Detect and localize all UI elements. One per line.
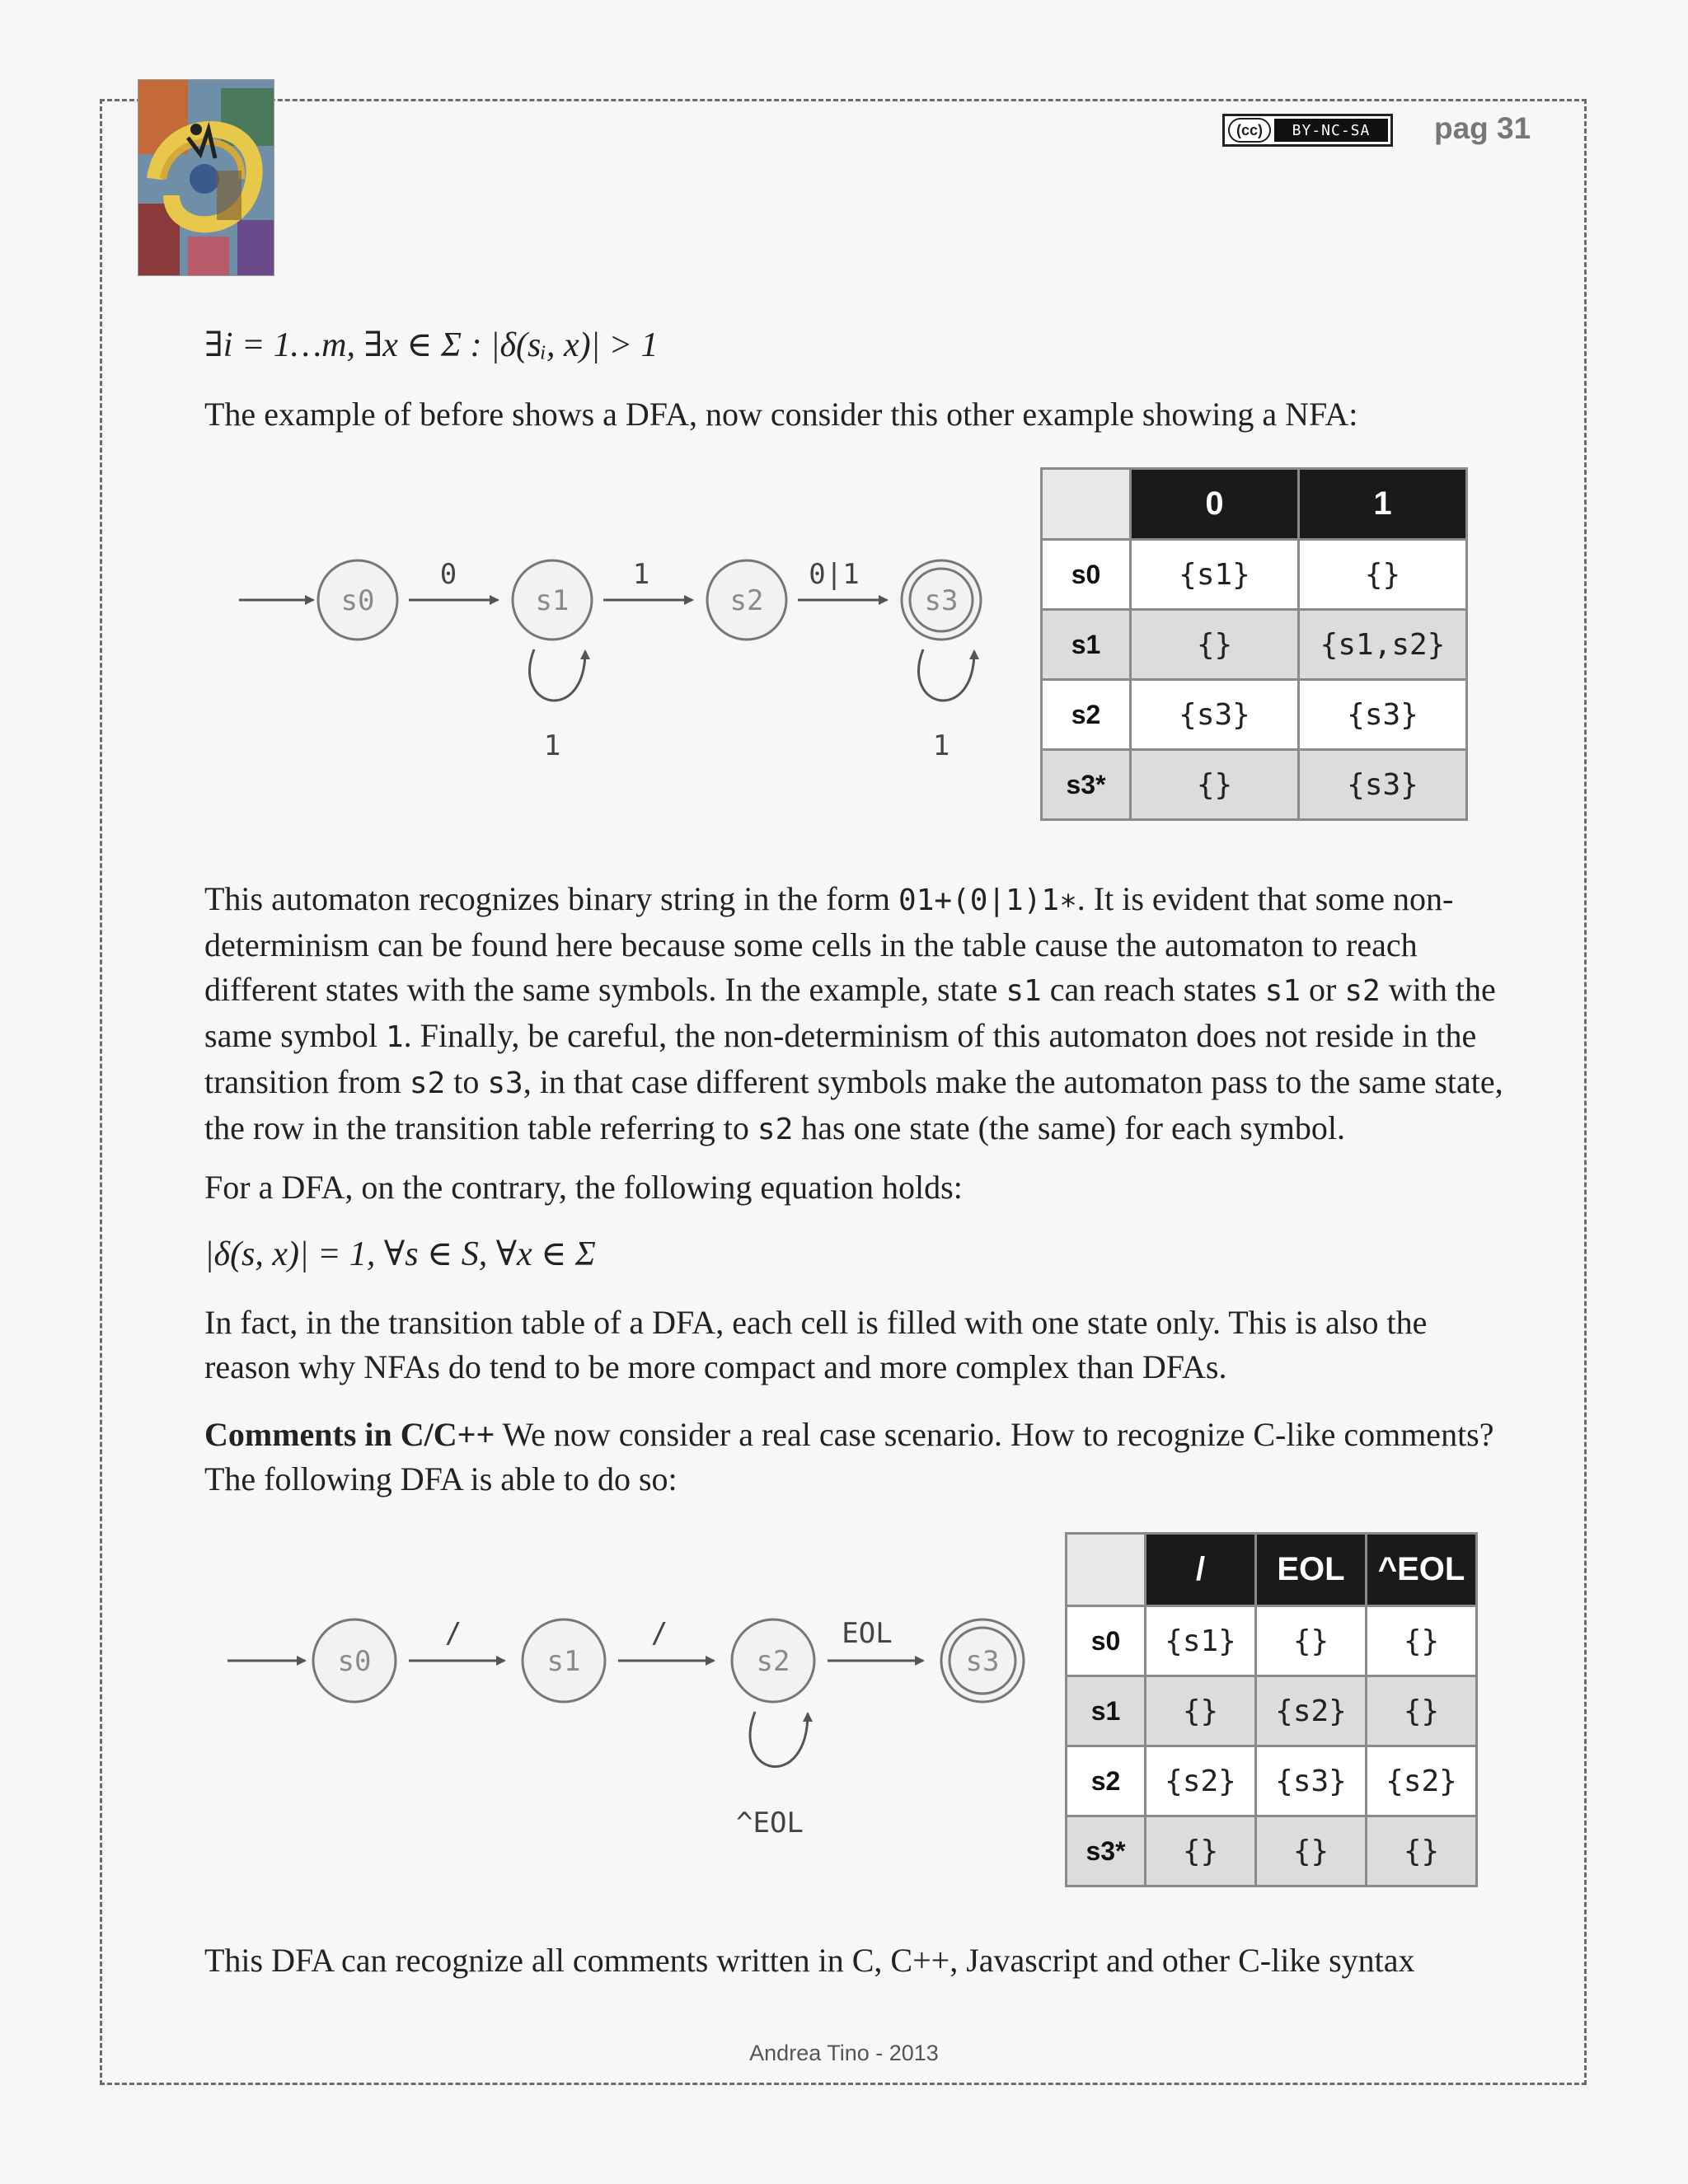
table-cell: {} — [1367, 1606, 1477, 1676]
table-corner — [1042, 469, 1131, 540]
row-header: s2 — [1067, 1746, 1146, 1816]
license-type: BY-NC-SA — [1274, 119, 1388, 142]
text-run: , in that case different symbols make the automaton pass to the same state, the row in the transition table referring to — [204, 1063, 1503, 1146]
nfa-loop-label: 1 — [932, 729, 950, 762]
nfa-diagram — [223, 544, 1014, 791]
dfa-state-label: s1 — [546, 1645, 581, 1678]
column-header: EOL — [1256, 1534, 1367, 1606]
inline-code: s2 — [757, 1113, 794, 1146]
dfa-edge-label: EOL — [842, 1617, 893, 1650]
row-header: s1 — [1067, 1676, 1146, 1746]
table-cell: {s1,s2} — [1299, 610, 1467, 680]
table-row — [1067, 1816, 1477, 1886]
nfa-state-label: s3 — [924, 584, 959, 617]
table-row — [1067, 1746, 1477, 1816]
footer-author: Andrea Tino - 2013 — [749, 2041, 939, 2065]
page-number: pag 31 — [1434, 111, 1531, 145]
dfa-state-label: s2 — [756, 1645, 790, 1678]
table-cell: {} — [1256, 1606, 1367, 1676]
nfa-transition-table — [1040, 467, 1468, 821]
row-header: s2 — [1042, 680, 1131, 750]
text-run: This automaton recognizes binary string in the form — [204, 880, 899, 917]
dfa-equation-intro: For a DFA, on the contrary, the following equation holds: — [204, 1169, 963, 1206]
cc-license-badge[interactable] — [1222, 114, 1393, 147]
nfa-edge-label: 0 — [439, 558, 457, 591]
column-header: / — [1146, 1534, 1256, 1606]
text-run: We now consider a real case scenario. How to recognize C-like comments? The following DFA is able to do so: — [204, 1416, 1494, 1497]
nfa-loop-label: 1 — [543, 729, 561, 762]
table-cell: {} — [1146, 1676, 1256, 1746]
table-cell: {} — [1367, 1816, 1477, 1886]
table-row — [1042, 610, 1467, 680]
dfa-edge-label: / — [650, 1617, 668, 1650]
table-row — [1067, 1676, 1477, 1746]
text-run: . Finally, be careful, the non-determinism of this automaton does not reside in the transition from — [204, 1017, 1477, 1100]
nfa-loop-s3 — [919, 649, 974, 701]
nfa-explanation-paragraph — [204, 877, 1507, 1152]
table-cell: {} — [1367, 1676, 1477, 1746]
row-header: s1 — [1042, 610, 1131, 680]
inline-code: s2 — [1344, 974, 1381, 1008]
text-run: or — [1301, 971, 1345, 1008]
column-header: 0 — [1131, 469, 1299, 540]
inline-code: s3 — [487, 1066, 523, 1100]
table-cell: {s1} — [1131, 540, 1299, 610]
dfa-state-label: s0 — [337, 1645, 372, 1678]
dfa-explanation-paragraph: In fact, in the transition table of a DFA, each cell is filled with one state only. This is also the reason why NFAs do tend to be more compact and more complex than DFAs. — [204, 1304, 1428, 1385]
table-cell: {s1} — [1146, 1606, 1256, 1676]
row-header: s0 — [1042, 540, 1131, 610]
text-run: has one state (the same) for each symbol. — [793, 1109, 1346, 1146]
closing-paragraph: This DFA can recognize all comments written in C, C++, Javascript and other C-like syntax — [204, 1942, 1415, 1979]
text-run: . It is evident that some non-determinism can be found here because some cells in the table cause the automaton to reach different states with the same symbols. In the example, state — [204, 880, 1454, 1008]
dfa-loop-s2 — [750, 1712, 808, 1767]
table-cell: {s3} — [1299, 680, 1467, 750]
column-header: 1 — [1299, 469, 1467, 540]
inline-code: s1 — [1264, 974, 1301, 1008]
cc-logo: (cc) — [1228, 118, 1271, 143]
inline-code: 1 — [385, 1020, 404, 1054]
inline-code: s1 — [1006, 974, 1042, 1008]
row-header: s0 — [1067, 1606, 1146, 1676]
regex-code: 01+(0|1)1∗ — [898, 883, 1077, 917]
nfa-state-label: s0 — [340, 584, 375, 617]
column-header: ^EOL — [1367, 1534, 1477, 1606]
dfa-loop-label: ^EOL — [736, 1807, 804, 1840]
table-cell: {s3} — [1131, 680, 1299, 750]
table-cell: {s3} — [1256, 1746, 1367, 1816]
dfa-edge-label: / — [444, 1617, 462, 1650]
comments-paragraph — [204, 1413, 1507, 1502]
table-cell: {s2} — [1367, 1746, 1477, 1816]
text-run: can reach states — [1041, 971, 1265, 1008]
row-header: s3* — [1067, 1816, 1146, 1886]
intro-paragraph: The example of before shows a DFA, now consider this other example showing a NFA: — [204, 396, 1358, 433]
nfa-edge-label: 1 — [632, 558, 650, 591]
dfa-transition-table — [1065, 1532, 1478, 1887]
nfa-edge-label: 0|1 — [809, 558, 860, 591]
section-heading: Comments in C/C++ — [204, 1416, 495, 1453]
table-cell: {s2} — [1146, 1746, 1256, 1816]
row-header: s3* — [1042, 750, 1131, 820]
table-corner — [1067, 1534, 1146, 1606]
dfa-diagram — [214, 1603, 1039, 1850]
text-run: to — [445, 1063, 488, 1100]
nfa-loop-s1 — [530, 649, 585, 701]
table-row — [1042, 540, 1467, 610]
table-cell: {} — [1131, 750, 1299, 820]
dfa-state-label: s3 — [965, 1645, 1000, 1678]
table-cell: {s3} — [1299, 750, 1467, 820]
cover-painting-thumbnail — [138, 79, 274, 276]
table-cell: {} — [1256, 1816, 1367, 1886]
table-cell: {} — [1299, 540, 1467, 610]
nfa-state-label: s1 — [535, 584, 570, 617]
table-row — [1042, 750, 1467, 820]
table-row — [1042, 680, 1467, 750]
table-cell: {} — [1146, 1816, 1256, 1886]
inline-code: s2 — [409, 1066, 446, 1100]
formula-determinism: |δ(s, x)| = 1, ∀s ∈ S, ∀x ∈ Σ — [204, 1235, 596, 1273]
table-row — [1067, 1606, 1477, 1676]
nfa-state-label: s2 — [729, 584, 764, 617]
text-run: with the same symbol — [204, 971, 1496, 1054]
table-cell: {} — [1131, 610, 1299, 680]
table-cell: {s2} — [1256, 1676, 1367, 1746]
formula-nondeterminism: ∃i = 1…m, ∃x ∈ Σ : |δ(sᵢ, x)| > 1 — [204, 326, 659, 364]
